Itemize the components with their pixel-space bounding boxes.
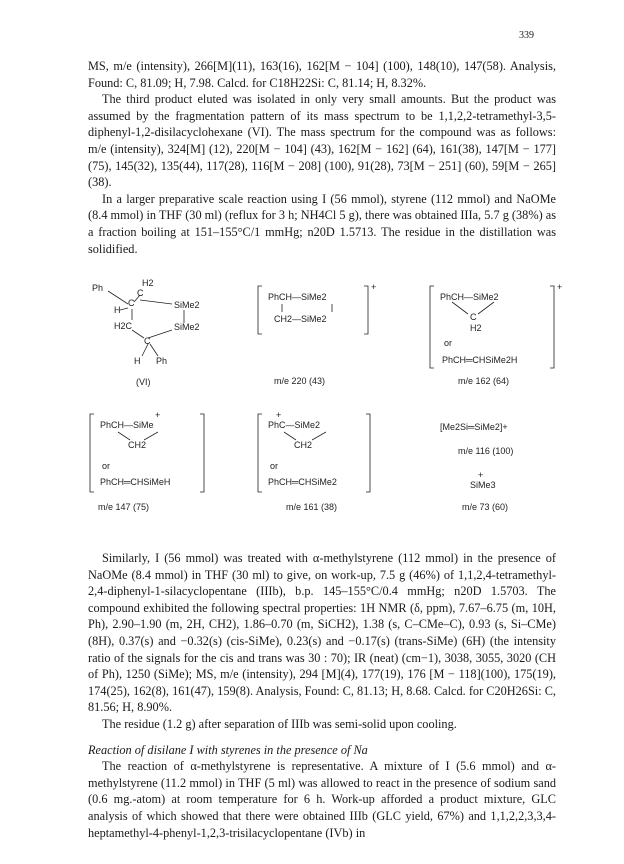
m162-c: C — [470, 312, 477, 322]
m147-row3: PhCH═CHSiMeH — [100, 477, 171, 487]
m147-ch2: CH2 — [128, 440, 147, 450]
residue-paragraph: The residue (1.2 g) after separation of IIIb was semi-solid upon cooling. — [102, 716, 457, 731]
vi-c-top: C — [137, 288, 144, 298]
m147-row1: PhCH—SiMe — [100, 420, 154, 430]
page-number: 339 — [519, 30, 534, 41]
m161-row1: PhC—SiMe2 — [268, 420, 321, 430]
vi-h2c-bottom: H2C — [114, 321, 133, 331]
fragment-m147 — [88, 410, 223, 525]
m220-charge: + — [371, 282, 377, 292]
m161-row3: PhCH═CHSiMe2 — [268, 477, 337, 487]
third-product-paragraph: The third product eluted was isolated in only very small amounts. But the product was assumed by the fragmentation pattern of its mass spectrum to be 1,1,2,2-tetramethyl-3,5-diphenyl-1,2-disilacyclohexane (VI). The mass spectrum for the compound was as follows: m/e (intensity), 324[M] (12), 220[M − 104] (43), 162[M − 162] (64), 161(38), 147[M − 177] (75), 145(32), 135(44), 117(28), 116[M − 208] (100), 91(28), 73[M − 251] (60), 59[M − 265] (38). — [88, 92, 556, 190]
section-heading: Reaction of disilane I with styrenes in the presence of Na — [88, 742, 368, 757]
vi-ph-top: Ph — [92, 283, 104, 293]
m162-row3: PhCH═CHSiMe2H — [442, 355, 518, 365]
vi-c-bottom: C — [144, 336, 151, 346]
ms-analysis-paragraph: MS, m/e (intensity), 266[M](11), 163(16), 162[M − 104] (100), 148(10), 147(58). Analysis, Found: C, 81.09; H, 7.98. Calcd. for C18H22Si: C, 81.14; H, 8.32%. — [88, 59, 556, 90]
m73-caption: m/e 73 (60) — [462, 502, 509, 512]
m220-row2: CH2—SiMe2 — [274, 314, 327, 324]
m147-or: or — [102, 461, 111, 471]
m220-caption: m/e 220 (43) — [274, 376, 326, 386]
m73-formula: SiMe3 — [470, 480, 496, 490]
top-text-block — [88, 58, 556, 257]
m162-row1: PhCH—SiMe2 — [440, 292, 499, 302]
structure-vi-bonds — [92, 278, 232, 386]
m220-row1: PhCH—SiMe2 — [268, 292, 327, 302]
fragment-m116-m73 — [440, 418, 580, 526]
m147-plus: + — [155, 410, 161, 420]
m116-row1: [Me2Si═SiMe2]+ — [440, 422, 508, 432]
bottom-text-block — [88, 550, 556, 841]
m162-charge: + — [557, 282, 563, 292]
fragment-m220 — [256, 282, 386, 387]
m161-or: or — [270, 461, 279, 471]
vi-c-left: C — [128, 298, 135, 308]
m161-caption: m/e 161 (38) — [286, 502, 338, 512]
fragment-m162 — [428, 282, 578, 387]
m73-plus: + — [478, 470, 484, 480]
vi-h2-top: H2 — [142, 278, 154, 288]
structure-vi — [92, 278, 232, 386]
fragment-m161 — [256, 410, 391, 525]
preparative-scale-paragraph: In a larger preparative scale reaction using I (56 mmol), styrene (112 mmol) and NaOMe (8.4 mmol) in THF (30 ml) (reflux for 3 h; NH4Cl 5 g), there was obtained IIIa, 5.7 g (38%) as a fraction boiling at 151–155°C/1 mmHg; n20D 1.5713. The residue in the distillation was solidified. — [88, 191, 556, 256]
vi-h-bottom: H — [134, 356, 141, 366]
vi-si-top: SiMe2 — [174, 300, 200, 310]
m162-caption: m/e 162 (64) — [458, 376, 510, 386]
vi-si-bottom: SiMe2 — [174, 322, 200, 332]
vi-ph-bottom: Ph — [156, 356, 168, 366]
m162-or: or — [444, 338, 453, 348]
iiib-paragraph: Similarly, I (56 mmol) was treated with α-methylstyrene (112 mmol) in the presence of NaOMe (8.4 mmol) in THF (30 ml) to give, on work-up, 7.5 g (46%) of 1,1,2,4-tetramethyl-2,4-diphenyl-1-silacyclopentane (IIIb), b.p. 145–155°C/0.4 mmHg; n20D 1.5703. The compound exhibited the following spectral properties: 1H NMR (δ, ppm), 7.67–6.75 (m, 10H, Ph), 2.90–1.90 (m, 2H, CH2), 1.86–0.70 (m, SiCH2), 1.38 (s, C–CMe–C), 0.93 (s, Si–CMe) (8H), 0.37(s) and −0.32(s) (cis-SiMe), 0.23(s) and −0.17(s) (trans-SiMe) (6H) (the intensity ratio of the signals for the cis and trans was 30 : 70); IR (neat) (cm−1), 3038, 3055, 3020 (CH of Ph), 1250 (SiMe); MS, m/e (intensity), 294 [M](4), 177(19), 176 [M − 118](100), 175(19), 174(25), 162(8), 161(47), 159(8). Analysis, Found: C, 81.13; H, 8.68. Calcd. for C20H26Si: C, 81.56; H, 8.90%. — [88, 551, 556, 715]
m116-caption: m/e 116 (100) — [458, 446, 514, 456]
m161-plus: + — [276, 410, 282, 420]
m161-ch2: CH2 — [294, 440, 313, 450]
m162-h2: H2 — [470, 323, 482, 333]
sodium-reaction-paragraph: The reaction of α-methylstyrene is representative. A mixture of I (5.6 mmol) and α-methylstyrene (11.2 mmol) in THF (5 ml) was allowed to react in the presence of sodium sand (0.6 mg.-atom) at room temperature for 6 h. Work-up afforded a product mixture, GLC analysis of which showed that there were obtained IIIb (GLC yield, 67%) and 1,1,2,2,3,3,4-heptamethyl-4-phenyl-1,2,3-trisilacyclopentane (IVb) in — [88, 759, 556, 840]
vi-h-left: H — [114, 305, 121, 315]
m147-caption: m/e 147 (75) — [98, 502, 150, 512]
vi-caption: (VI) — [136, 377, 151, 387]
